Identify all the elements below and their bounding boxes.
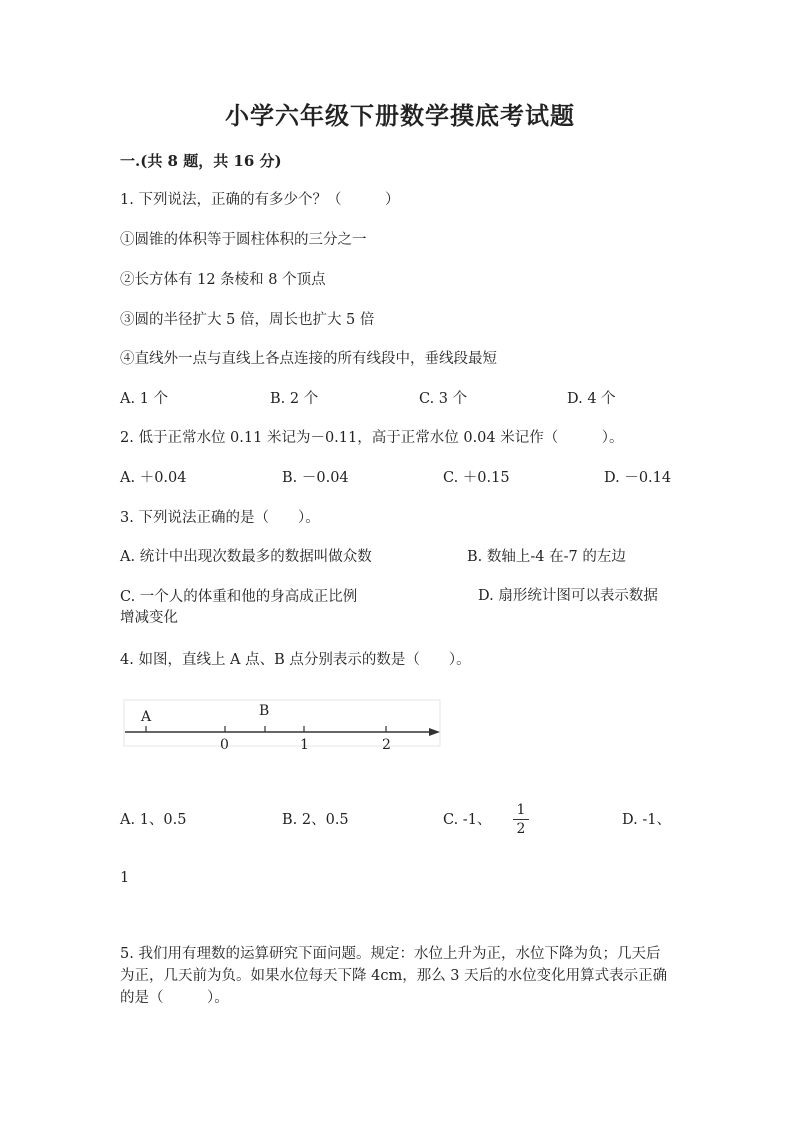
question-3-stem: 3. 下列说法正确的是（ ）。 [120,510,320,526]
question-2-option-d: D. －0.14 [604,470,672,486]
question-4-option-a: A. 1、0.5 [120,812,187,828]
question-1-option-c: C. 3 个 [419,391,468,407]
tick-label-2: 2 [382,737,391,753]
page-title: 小学六年级下册数学摸底考试题 [225,101,575,130]
number-line-figure [120,698,450,758]
tick-label-1: 1 [300,737,309,753]
question-1-option-b: B. 2 个 [270,391,319,407]
question-2-option-a: A. ＋0.04 [120,470,187,486]
fraction-bar [513,819,529,820]
question-1-option-a: A. 1 个 [120,391,169,407]
question-1-statement-4: ④直线外一点与直线上各点连接的所有线段中，垂线段最短 [120,351,497,367]
label-point-a: A [141,709,152,725]
question-1-stem: 1. 下列说法，正确的有多少个？（ ） [120,192,400,208]
fraction-denominator: 2 [516,821,526,837]
question-1-option-d: D. 4 个 [567,391,616,407]
fraction-one-half [513,802,529,837]
question-3-option-a: A. 统计中出现次数最多的数据叫做众数 [120,549,372,565]
question-1-statement-3: ③圆的半径扩大 5 倍，周长也扩大 5 倍 [120,312,375,328]
question-3-option-c: C. 一个人的体重和他的身高成正比例 [120,589,358,605]
question-1-statement-2: ②长方体有 12 条棱和 8 个顶点 [120,272,326,288]
question-4-option-d: D. -1、 [622,812,671,828]
question-1-statement-1: ①圆锥的体积等于圆柱体积的三分之一 [120,232,367,248]
question-2-option-b: B. －0.04 [282,470,349,486]
question-5-stem: 5. 我们用有理数的运算研究下面问题。规定：水位上升为正，水位下降为负；几天后为正，几天前为负。如果水位每天下降 4cm，那么 3 天后的水位变化用算式表示正确的是（ ）。 [120,946,668,1006]
question-4-option-b: B. 2、0.5 [282,812,349,828]
figure-frame [124,700,440,746]
question-4-option-d-continued: 1 [120,870,130,886]
question-4-option-c: C. -1、 [443,812,492,828]
question-4-stem: 4. 如图，直线上 A 点、B 点分别表示的数是（ ）。 [120,652,471,668]
question-3-option-b: B. 数轴上-4 在-7 的左边 [467,549,626,565]
label-point-b: B [259,703,270,719]
fraction-numerator: 1 [516,802,526,818]
question-2-stem: 2. 低于正常水位 0.11 米记为－0.11，高于正常水位 0.04 米记作（ ）。 [120,430,624,446]
section-heading: 一.(共 8 题，共 16 分) [120,152,282,170]
question-2-option-c: C. ＋0.15 [443,470,510,486]
tick-label-0: 0 [220,737,229,753]
question-3-option-d: D. 扇形统计图可以表示数据增减变化 [120,588,658,626]
